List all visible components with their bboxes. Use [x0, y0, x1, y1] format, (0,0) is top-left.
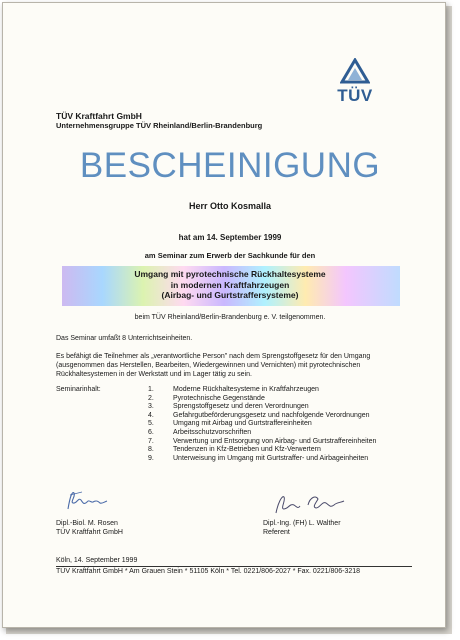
organization-group: Unternehmensgruppe TÜV Rheinland/Berlin-Brandenburg: [56, 121, 263, 130]
item-number: 1.: [148, 386, 154, 393]
item-text: Sprengstoffgesetz und deren Verordnungen: [173, 403, 309, 411]
certificate-title: BESCHEINIGUNG: [79, 146, 381, 185]
left-signer-name: Dipl.-Biol. M. Rosen: [56, 520, 118, 527]
left-signature: [64, 487, 114, 515]
list-item: [148, 412, 378, 421]
list-item: [148, 420, 378, 429]
item-number: 8.: [148, 446, 154, 454]
course-line-3: (Airbag- und Gurtstraffersysteme): [161, 290, 299, 300]
item-text: Verwertung und Entsorgung von Airbag- und Gurtstraffereinheiten: [173, 437, 377, 445]
item-text: Unterweisung im Umgang mit Gurtstraffer- und Airbageinheiten: [173, 454, 369, 462]
seminar-date: hat am 14. September 1999: [178, 233, 282, 242]
right-signer-role: Referent: [263, 529, 290, 536]
footer-divider: [56, 566, 412, 567]
tuv-triangle-icon: [340, 58, 370, 84]
item-text: Umgang mit Airbag und Gurtstraffereinheiten: [173, 420, 312, 428]
footer-address: TÜV Kraftfahrt GmbH * Am Grauen Stein * 51105 Köln * Tel. 0221/806-2027 * Fax. 0221/806-3218: [56, 568, 361, 575]
list-item: [148, 438, 378, 447]
list-item: [148, 429, 378, 438]
course-line-2: in modernen Kraftfahrzeugen: [170, 279, 290, 290]
item-text: Pyrotechnische Gegenstände: [173, 394, 265, 402]
list-item: [148, 395, 378, 404]
organization-name: TÜV Kraftfahrt GmbH: [56, 111, 142, 121]
list-item: [148, 386, 378, 395]
participation-line: beim TÜV Rheinland/Berlin-Brandenburg e. V. teilgenommen.: [134, 314, 326, 321]
left-signer-org: TÜV Kraftfahrt GmbH: [56, 529, 123, 536]
item-number: 3.: [148, 403, 154, 411]
seminar-intro: am Seminar zum Erwerb der Sachkunde für den: [144, 251, 316, 260]
right-signer-name: Dipl.-Ing. (FH) L. Walther: [263, 520, 341, 527]
item-number: 9.: [148, 454, 154, 462]
item-text: Gefahrgutbeförderungsgesetz und nachfolgende Verordnungen: [173, 411, 370, 419]
list-item: [148, 446, 378, 455]
item-text: Moderne Rückhaltesysteme in Kraftfahrzeugen: [173, 386, 319, 393]
place-date: Köln, 14. September 1999: [56, 557, 138, 564]
qualification-paragraph: Es befähigt die Teilnehmer als „verantwortliche Person" nach dem Sprengstoffgesetz für den Umgang (ausgenommen das Herstellen, Bearbeiten, Wiedergewinnen und Vernichten) mit pyrotechnischen Rückhaltesystemen in der Werkstatt und im Lager tätig zu sein.: [56, 353, 371, 378]
logo-text: TÜV: [337, 86, 373, 105]
course-line-1: Umgang mit pyrotechnische Rückhaltesysteme: [134, 269, 326, 279]
left-signer: [56, 519, 123, 537]
item-text: Tendenzen in Kfz-Betrieben und Kfz-Verwertern: [173, 446, 321, 454]
recipient-name: Herr Otto Kosmalla: [188, 201, 272, 211]
tuv-logo: [327, 58, 383, 106]
item-number: 2.: [148, 394, 154, 402]
seminar-content-list: [148, 386, 378, 463]
item-text: Arbeitsschutzvorschriften: [173, 428, 252, 436]
item-number: 7.: [148, 437, 154, 445]
item-number: 4.: [148, 411, 154, 419]
right-signature: [272, 489, 348, 519]
course-title: [0, 269, 460, 301]
list-item: [148, 403, 378, 412]
item-number: 5.: [148, 420, 154, 428]
units-paragraph: Das Seminar umfaßt 8 Unterrichtseinheiten.: [56, 335, 193, 342]
list-item: [148, 455, 378, 464]
right-signer: [263, 519, 341, 537]
organization-block: [56, 111, 262, 131]
seminar-content-label: Seminarinhalt:: [56, 386, 101, 393]
item-number: 6.: [148, 428, 154, 436]
